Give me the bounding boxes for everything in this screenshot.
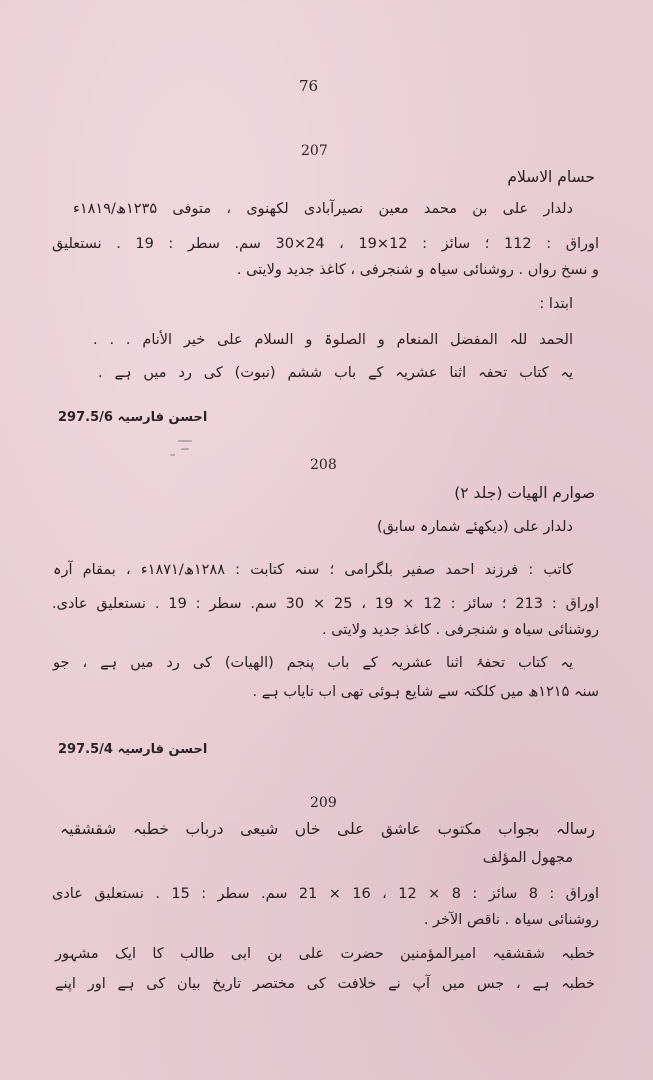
entry-title: حسام الاسلام: [507, 168, 595, 186]
page-number: 76: [299, 77, 319, 95]
paper-speck: [178, 440, 192, 442]
entry-author-line: مجهول المؤلف: [482, 850, 573, 866]
entry-description-line: اوراق : 213 ؛ سائز : 12 × 19 ، 25 × 30 سم. سطر : 19 . نستعلیق عادی.: [52, 596, 599, 612]
entry-note-line: یہ کتاب تحفہ اثنا عشریہ کے باب ششم (نبوت) کی رد میں ہے .: [98, 365, 573, 381]
shelfmark: احسن فارسیہ 297.5/6: [58, 410, 208, 425]
entry-incipit-label: ابتدا :: [539, 296, 573, 312]
entry-note-line: خطبہ شقشقیہ امیرالمؤمنین حضرت علی بن ابی طالب کا ایک مشہور: [55, 946, 595, 962]
entry-number: 207: [301, 143, 328, 159]
entry-note-line: سنہ ۱۲۱۵ھ میں کلکتہ سے شایع ہوئی تھی اب نایاب ہے .: [252, 684, 599, 700]
paper-speck: [170, 454, 175, 456]
entry-description-line: روشنائی سیاہ . ناقص الآخر .: [423, 912, 599, 928]
entry-author-line: دلدار علی (دیکھئے شمارہ سابق): [376, 519, 573, 535]
entry-author-line: دلدار علی بن محمد معین نصیرآبادی لکھنوی ، متوفی ۱۲۳۵ھ/۱۸۱۹ء: [73, 201, 573, 217]
shelfmark: احسن فارسیہ 297.5/4: [58, 742, 208, 757]
entry-scribe-line: کاتب : فرزند احمد صفیر بلگرامی ؛ سنہ کتابت : ۱۲۸۸ھ/۱۸۷۱ء ، بمقام آرہ: [53, 562, 573, 578]
entry-incipit-text: الحمد للہ المفضل المنعام و الصلوۃ و السلام علی خیر الأنام . . .: [93, 332, 573, 348]
entry-note-line: خطبہ ہے ، جس میں آپ نے خلافت کی مختصر تاریخ بیان کی ہے اور اپنے: [55, 976, 595, 992]
entry-description-line: روشنائی سیاہ و شنجرفی . کاغذ جدید ولایتی .: [321, 622, 599, 638]
paper-speck: [181, 448, 189, 450]
entry-note-line: یہ کتاب تحفۂ اثنا عشریہ کے باب پنجم (الهیات) کی رد میں ہے ، جو: [53, 655, 573, 671]
entry-title: صوارم الهیات (جلد ۲): [454, 484, 595, 502]
entry-description-line: اوراق : 8 سائز : 8 × 12 ، 16 × 21 سم. سطر : 15 . نستعلیق عادی: [52, 886, 599, 902]
entry-title: رسالہ بجواب مکتوب عاشق علی خاں شیعی درباب خطبہ شقشقیہ: [60, 820, 595, 838]
entry-number: 209: [310, 795, 337, 811]
entry-description-line: اوراق : 112 ؛ سائز : 12×19 ، 24×30 سم. سطر : 19 . نستعلیق: [52, 236, 600, 252]
entry-description-line: و نسخ رواں . روشنائی سیاہ و شنجرفی ، کاغذ جدید ولایتی .: [236, 262, 599, 278]
entry-number: 208: [310, 457, 337, 473]
